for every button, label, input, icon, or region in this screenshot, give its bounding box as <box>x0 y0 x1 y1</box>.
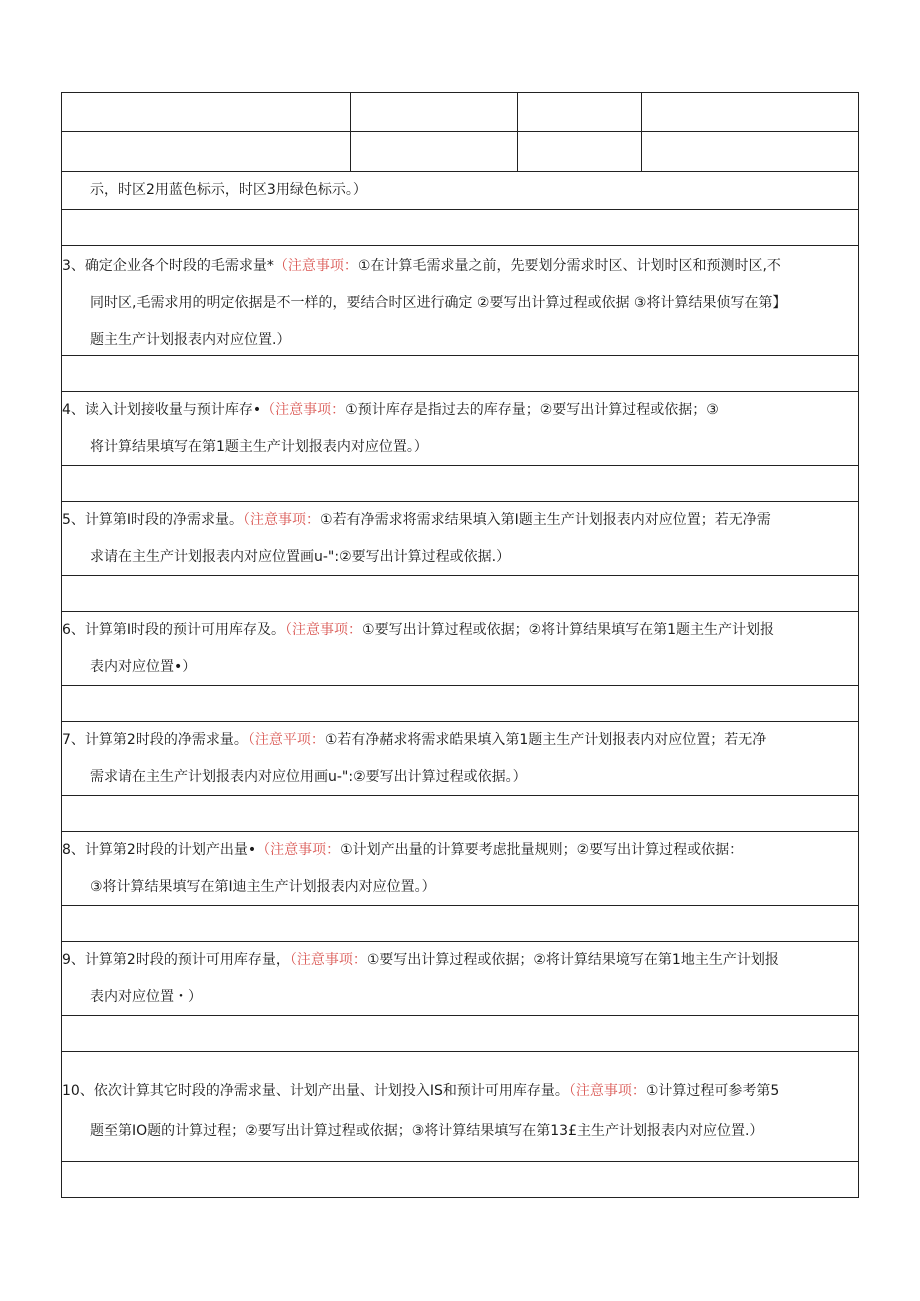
question-line: 将计算结果填写在第1题主生产计划报表内对应位置。） <box>90 439 428 455</box>
question-first-line <box>62 722 858 759</box>
answer-space <box>61 906 859 942</box>
question-line: 题主生产计划报表内对应位置.） <box>90 332 291 348</box>
question-9 <box>61 942 859 1016</box>
question-line: 需求请在主生产计划报表内对应位用画u-":②要写出计算过程或依据。） <box>90 769 527 785</box>
table-grid-row <box>61 92 859 132</box>
note-label: （注意事项： <box>273 258 358 274</box>
answer-space <box>61 1162 859 1198</box>
question-line: 求请在主生产计划报表内对应位置画u-":②要写出计算过程或依据.） <box>90 549 511 565</box>
question-line: 表内对应位置•） <box>90 659 197 675</box>
note-label: （注意事项： <box>289 952 367 968</box>
question-3 <box>61 246 859 356</box>
table-cell <box>518 93 642 131</box>
question-8 <box>61 832 859 906</box>
table-cell <box>642 132 858 171</box>
note-label: （注意事项： <box>256 842 341 858</box>
question-lead: 6、计算第I时段的预计可用库存及。 <box>62 622 286 638</box>
question-lead: 5、计算第I时段的净需求量。 <box>62 512 244 528</box>
answer-space <box>61 210 859 246</box>
question-lead: 3、确定企业各个时段的毛需求量* <box>62 258 274 274</box>
table-cell <box>62 132 351 171</box>
worksheet-table <box>61 92 859 1198</box>
question-4 <box>61 392 859 466</box>
question-rest: ①计算过程可参考第5 <box>645 1083 780 1099</box>
question-line: 表内对应位置・） <box>90 989 202 1005</box>
note-label: （注意事项： <box>568 1083 646 1099</box>
question-rest: ①预计库存是指过去的库存量；②要写出计算过程或依据；③ <box>345 402 719 418</box>
question-7 <box>61 722 859 796</box>
question-first-line <box>62 832 858 869</box>
question-rest: ①若有净赭求将需求皓果填入第1题主生产计划报表内对应位置；若无净 <box>324 732 767 748</box>
answer-space <box>61 796 859 832</box>
question-first-line <box>62 502 858 539</box>
table-cell <box>351 132 518 171</box>
table-grid-row <box>61 132 859 172</box>
question-lead: 10、依次计算其它时段的净需求量、计划产出量、计划投入IS和预计可用库存量。 <box>62 1083 569 1099</box>
question-5 <box>61 502 859 576</box>
table-cell <box>642 93 858 131</box>
question-rest: ①在计算毛需求量之前，先要划分需求时区、计划时区和预测时区,不 <box>357 258 781 274</box>
question-first-line <box>62 1071 858 1111</box>
question-10 <box>61 1052 859 1162</box>
question-line: 题至第IO题的计算过程；②要写出计算过程或依据；③将计算结果填写在第13£主生产计划报表内对应位置.） <box>90 1123 764 1139</box>
question-line: ③将计算结果填写在第I迪主生产计划报表内对应位置。） <box>90 879 436 895</box>
note-label: （注意事项： <box>261 402 346 418</box>
answer-space <box>61 686 859 722</box>
question-first-line <box>62 248 858 285</box>
question-rest: ①要写出计算过程或依据；②将计算结果填写在第1题主生产计划报 <box>362 622 775 638</box>
question-line: 示，时区2用蓝色标示，时区3用绿色标示。） <box>90 182 367 198</box>
answer-space <box>61 576 859 612</box>
question-lead: 9、计算第2时段的预计可用库存量， <box>62 952 290 968</box>
question-first-line <box>62 612 858 649</box>
question-line: 同时区,毛需求用的明定依据是不一样的，要结合时区进行确定 ②要写出计算过程或依据 ③将计算结果侦写在第】 <box>90 295 787 311</box>
question-rest: ①要写出计算过程或依据；②将计算结果境写在第1地主生产计划报 <box>366 952 779 968</box>
question-lead: 8、计算第2时段的计划产出量• <box>62 842 257 858</box>
question-rest: ①若有净需求将需求结果填入第I题主生产计划报表内对应位置；若无净需 <box>320 512 771 528</box>
answer-space <box>61 1016 859 1052</box>
question-first-line <box>62 942 858 979</box>
question-lead: 4、读入计划接收量与预计库存• <box>62 402 262 418</box>
table-cell <box>351 93 518 131</box>
question-rest: ①计划产出量的计算要考虑批量规则；②要写出计算过程或依据： <box>340 842 744 858</box>
question-2-tail <box>61 172 859 210</box>
note-label: （注意事项： <box>243 512 321 528</box>
note-label: （注意事项： <box>285 622 363 638</box>
question-first-line <box>62 392 858 429</box>
table-cell <box>518 132 642 171</box>
note-label: （注意平项： <box>247 732 325 748</box>
question-lead: 7、计算第2时段的净需求量。 <box>62 732 248 748</box>
answer-space <box>61 466 859 502</box>
answer-space <box>61 356 859 392</box>
table-cell <box>62 93 351 131</box>
question-6 <box>61 612 859 686</box>
